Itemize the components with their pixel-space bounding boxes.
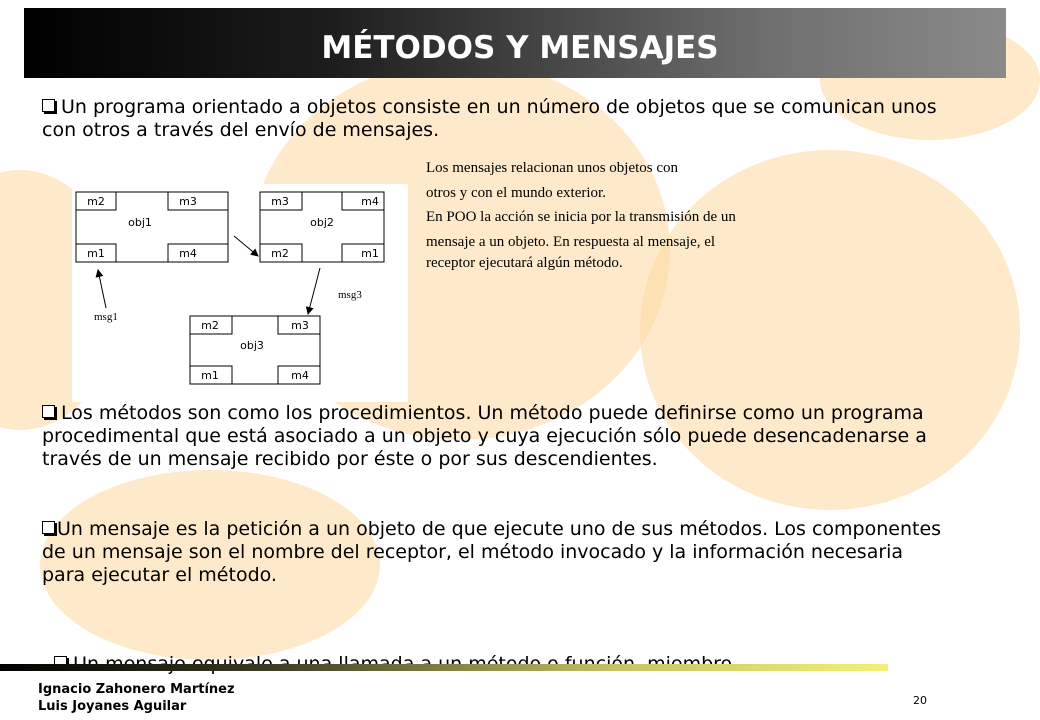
msg3-label: msg3 (338, 289, 362, 301)
method-label: m4 (291, 369, 309, 382)
paragraph-text: Los métodos son como los procedimientos. Un método puede definirse como un programa procedimental que está asociado a un objeto y cuya ejecución sólo puede desencadenarse a través de un mensaje recibido por éste o por sus descendientes. (42, 402, 927, 470)
note-line: Los mensajes relacionan unos objetos con (426, 160, 679, 176)
note-line: receptor ejecutará algún método. (426, 255, 623, 271)
method-label: m3 (291, 319, 309, 332)
method-label: m1 (87, 247, 105, 260)
note-line: En POO la acción se inicia por la transmisión de un (426, 209, 736, 225)
method-label: m1 (201, 369, 219, 382)
footer-divider (0, 664, 888, 671)
bullet-paragraph-3 (42, 518, 942, 587)
method-label: m2 (201, 319, 219, 332)
object-label: obj3 (240, 339, 264, 352)
paragraph-text: Un programa orientado a objetos consiste en un número de objetos que se comunican unos con otros a través del envío de mensajes. (42, 96, 937, 141)
method-label: m3 (271, 195, 289, 208)
diagram-note (426, 156, 736, 272)
checkbox-bullet-icon (42, 521, 55, 534)
method-label: m4 (361, 195, 379, 208)
checkbox-bullet-icon (42, 405, 55, 418)
object-label: obj1 (128, 216, 152, 229)
method-label: m3 (179, 195, 197, 208)
page-number: 20 (913, 694, 927, 707)
note-line: otros y con el mundo exterior. (426, 184, 606, 201)
method-label: m2 (271, 247, 289, 260)
bullet-paragraph-2 (42, 402, 942, 471)
note-line: mensaje a un objeto. En respuesta al mensaje, el (426, 233, 716, 250)
footer-author-1: Ignacio Zahonero Martínez (38, 682, 235, 697)
objects-diagram (72, 184, 408, 402)
footer-author-2: Luis Joyanes Aguilar (38, 699, 187, 714)
method-label: m4 (179, 247, 197, 260)
paragraph-text: Un mensaje es la petición a un objeto de que ejecute uno de sus métodos. Los componentes de un mensaje son el nombre del receptor, el método invocado y la información necesaria para ejecutar el método. (42, 518, 942, 586)
method-label: m2 (87, 195, 105, 208)
page-title: MÉTODOS Y MENSAJES (321, 30, 719, 66)
checkbox-bullet-icon (42, 99, 55, 112)
bullet-paragraph-1 (42, 96, 972, 142)
object-label: obj2 (310, 216, 334, 229)
msg1-label: msg1 (94, 311, 118, 323)
method-label: m1 (361, 247, 379, 260)
